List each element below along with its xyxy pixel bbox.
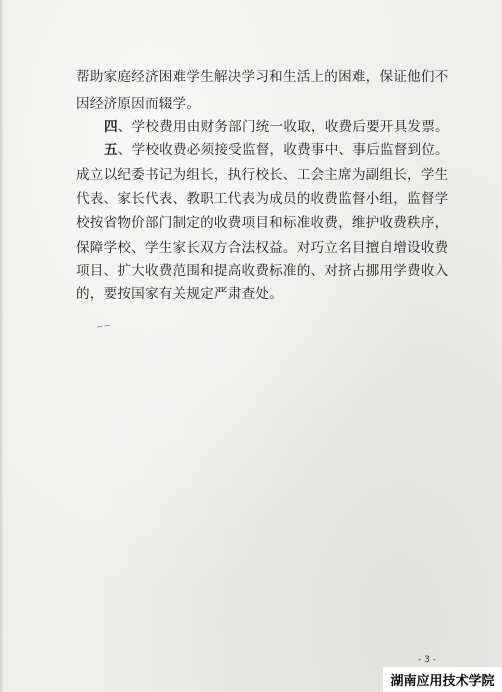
page-number: - 3 - (418, 655, 436, 665)
body-text-line-2: 因经济原因而辍学。 (76, 96, 201, 112)
body-text-line-1: 帮助家庭经济困难学生解决学习和生活上的困难，保证他们不 (76, 69, 449, 85)
item-5-number: 五 (104, 142, 118, 158)
body-text-line-6: 代表、家长代表、教职工代表为成员的收费监督小组，监督学 (76, 191, 449, 207)
scan-smudge-mark: ~~ (95, 320, 112, 334)
body-text-line-10: 的，要按国家有关规定严肃查处。 (76, 286, 283, 302)
institution-watermark (383, 667, 502, 692)
body-text-line-9: 项目、扩大收费范围和提高收费标准的、对挤占挪用学费收入 (76, 263, 449, 279)
body-text-line-5: 成立以纪委书记为组长，执行校长、工会主席为副组长，学生 (76, 167, 449, 183)
body-text-line-7: 校按省物价部门制定的收费项目和标准收费，维护收费秩序， (76, 215, 449, 231)
item-5-text: 、学校收费必须接受监督，收费事中、事后监督到位。 (117, 142, 449, 158)
page-edge-shadow (0, 0, 4, 692)
item-4-line (104, 118, 449, 136)
item-5-line (104, 141, 449, 159)
item-4-text: 、学校费用由财务部门统一收取，收费后要开具发票。 (117, 119, 449, 135)
watermark-text: 湖南应用技术学院 (390, 674, 495, 689)
item-4-number: 四 (104, 119, 118, 135)
body-text-line-8: 保障学校、学生家长双方合法权益。对巧立名目擅自增设收费 (76, 240, 449, 256)
